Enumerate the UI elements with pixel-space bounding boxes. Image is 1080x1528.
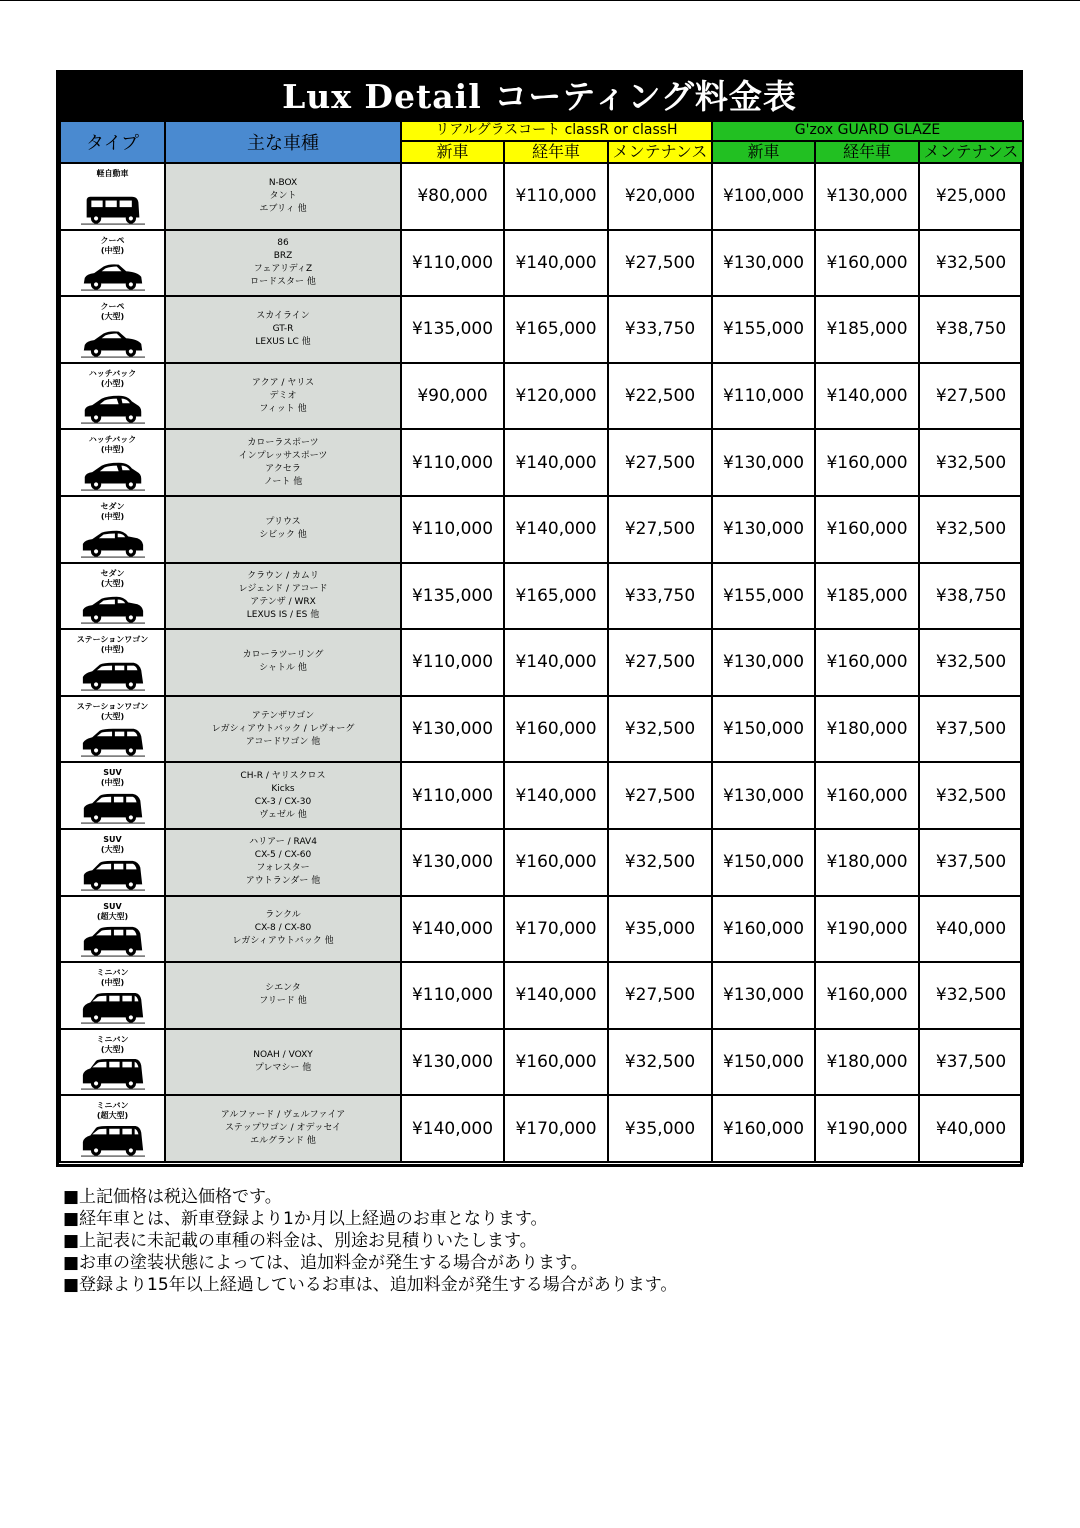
wagon-car-icon: [79, 659, 147, 691]
gzox-used-price: ¥180,000: [815, 1029, 919, 1096]
real-used-price: ¥140,000: [504, 230, 608, 297]
vehicle-type-cell: [60, 829, 165, 896]
model-name: NOAH / VOXY: [253, 1050, 313, 1061]
model-list-cell: [165, 163, 401, 230]
sedan-car-icon: [79, 526, 147, 558]
real-used-car-header: 経年車: [504, 141, 608, 163]
sedan-car-icon: [79, 592, 147, 624]
real-new-price: ¥140,000: [401, 896, 504, 963]
vehicle-type-line: ステーションワゴン: [76, 635, 149, 645]
gzox-maintenance-price: ¥32,500: [919, 962, 1023, 1029]
model-name: LEXUS LC 他: [255, 336, 311, 347]
gzox-new-price: ¥160,000: [712, 896, 815, 963]
gzox-new-price: ¥155,000: [712, 296, 815, 363]
note-line: ■上記表に未記載の車種の料金は、別途お見積りいたします。: [63, 1231, 537, 1251]
vehicle-type-cell: [60, 563, 165, 630]
model-name: フィット 他: [259, 403, 307, 414]
real-maintenance-price: ¥27,500: [608, 762, 712, 829]
gzox-new-price: ¥110,000: [712, 363, 815, 430]
gzox-maintenance-price: ¥38,750: [919, 296, 1023, 363]
price-sheet: [56, 70, 1023, 1167]
real-maintenance-price: ¥20,000: [608, 163, 712, 230]
model-list-cell: [165, 762, 401, 829]
real-new-price: ¥110,000: [401, 230, 504, 297]
real-used-price: ¥140,000: [504, 629, 608, 696]
real-used-price: ¥170,000: [504, 1095, 608, 1162]
model-name: スカイライン: [256, 310, 310, 321]
top-border-line: [0, 0, 1080, 1]
vehicle-type-cell: [60, 296, 165, 363]
vehicle-type-line: 軽自動車: [96, 169, 129, 178]
model-name: デミオ: [269, 390, 297, 401]
real-new-price: ¥110,000: [401, 762, 504, 829]
gzox-used-price: ¥160,000: [815, 962, 919, 1029]
real-new-price: ¥130,000: [401, 696, 504, 763]
suv-car-icon: [79, 859, 147, 891]
real-maintenance-price: ¥32,500: [608, 829, 712, 896]
model-list-cell: [165, 429, 401, 496]
table-row: [60, 163, 1023, 230]
real-used-price: ¥110,000: [504, 163, 608, 230]
gzox-used-price: ¥190,000: [815, 896, 919, 963]
real-new-price: ¥110,000: [401, 962, 504, 1029]
model-name: レガシィアウトバック 他: [232, 936, 334, 947]
real-maintenance-price: ¥33,750: [608, 296, 712, 363]
vehicle-type-label: [61, 369, 164, 389]
real-new-price: ¥135,000: [401, 563, 504, 630]
model-name: フェアリディZ: [253, 263, 313, 274]
gzox-used-price: ¥130,000: [815, 163, 919, 230]
model-list-cell: [165, 363, 401, 430]
gzox-used-price: ¥185,000: [815, 296, 919, 363]
gzox-used-price: ¥180,000: [815, 696, 919, 763]
gzox-maintenance-price: ¥32,500: [919, 230, 1023, 297]
real-maintenance-price: ¥27,500: [608, 230, 712, 297]
gzox-used-car-header: 経年車: [815, 141, 919, 163]
real-maintenance-price: ¥35,000: [608, 1095, 712, 1162]
note-line: ■経年車とは、新車登録より1か月以上経過のお車となります。: [63, 1209, 548, 1229]
real-used-price: ¥170,000: [504, 896, 608, 963]
table-row: [60, 696, 1023, 763]
rates-body: [60, 163, 1023, 1162]
vehicle-type-cell: [60, 163, 165, 230]
real-new-price: ¥140,000: [401, 1095, 504, 1162]
gzox-maintenance-price: ¥38,750: [919, 563, 1023, 630]
table-row: [60, 230, 1023, 297]
real-new-price: ¥90,000: [401, 363, 504, 430]
type-header: タイプ: [60, 121, 165, 163]
real-new-car-header: 新車: [401, 141, 504, 163]
wagon-car-icon: [79, 725, 147, 757]
vehicle-type-cell: [60, 429, 165, 496]
vehicle-type-cell: [60, 363, 165, 430]
gzox-new-price: ¥130,000: [712, 230, 815, 297]
model-name: 86: [277, 237, 289, 248]
model-list-cell: [165, 629, 401, 696]
vehicle-type-label: [61, 1035, 164, 1055]
model-name: アテンザワゴン: [251, 710, 315, 721]
gzox-new-price: ¥150,000: [712, 696, 815, 763]
vehicle-type-line: (大型): [100, 312, 125, 322]
vehicle-type-line: (大型): [100, 578, 125, 588]
model-list-cell: [165, 896, 401, 963]
vehicle-type-line: セダン: [100, 501, 125, 511]
model-list-cell: [165, 1095, 401, 1162]
rates-table: [59, 120, 1024, 1163]
real-new-price: ¥130,000: [401, 829, 504, 896]
model-name: フォレスター: [256, 863, 310, 874]
table-row: [60, 896, 1023, 963]
model-name: シエンタ: [265, 983, 301, 994]
real-maintenance-price: ¥27,500: [608, 629, 712, 696]
gzox-maintenance-price: ¥37,500: [919, 829, 1023, 896]
model-name: フリード 他: [259, 996, 307, 1007]
real-used-price: ¥165,000: [504, 296, 608, 363]
real-maintenance-price: ¥32,500: [608, 696, 712, 763]
note-line: ■登録より15年以上経過しているお車は、追加料金が発生する場合があります。: [63, 1275, 678, 1295]
gzox-used-price: ¥160,000: [815, 429, 919, 496]
model-name: ヴェゼル 他: [259, 809, 307, 820]
real-new-price: ¥80,000: [401, 163, 504, 230]
table-row: [60, 1095, 1023, 1162]
vehicle-type-line: ステーションワゴン: [76, 701, 149, 711]
real-new-price: ¥110,000: [401, 629, 504, 696]
table-row: [60, 962, 1023, 1029]
vehicle-type-label: [61, 635, 164, 655]
minivan-car-icon: [79, 992, 147, 1024]
model-list-cell: [165, 496, 401, 563]
model-name: エブリィ 他: [259, 203, 307, 214]
model-header: 主な車種: [165, 121, 401, 163]
suv-car-icon: [79, 792, 147, 824]
gzox-new-price: ¥155,000: [712, 563, 815, 630]
vehicle-type-line: SUV: [103, 901, 122, 911]
vehicle-type-line: ミニバン: [96, 1101, 129, 1111]
vehicle-type-label: [61, 768, 164, 788]
model-name: レジェンド / アコード: [238, 583, 328, 594]
real-used-price: ¥140,000: [504, 762, 608, 829]
note-line: ■お車の塗装状態によっては、追加料金が発生する場合があります。: [63, 1253, 588, 1273]
vehicle-type-cell: [60, 629, 165, 696]
gzox-maintenance-price: ¥40,000: [919, 896, 1023, 963]
table-row: [60, 829, 1023, 896]
model-name: インプレッサスポーツ: [238, 450, 328, 461]
gzox-used-price: ¥185,000: [815, 563, 919, 630]
model-list-cell: [165, 829, 401, 896]
gzox-maintenance-price: ¥40,000: [919, 1095, 1023, 1162]
vehicle-type-label: [61, 236, 164, 256]
gzox-used-price: ¥160,000: [815, 496, 919, 563]
hatchback-car-icon: [79, 392, 147, 424]
real-new-price: ¥130,000: [401, 1029, 504, 1096]
real-maintenance-price: ¥27,500: [608, 496, 712, 563]
model-name: ハリアー / RAV4: [249, 837, 317, 848]
model-list-cell: [165, 962, 401, 1029]
model-name: アテンザ / WRX: [250, 596, 316, 607]
gzox-new-price: ¥130,000: [712, 629, 815, 696]
vehicle-type-line: セダン: [100, 568, 125, 578]
gzox-new-price: ¥130,000: [712, 429, 815, 496]
gzox-maintenance-price: ¥32,500: [919, 429, 1023, 496]
gzox-maintenance-price: ¥37,500: [919, 1029, 1023, 1096]
gzox-new-car-header: 新車: [712, 141, 815, 163]
gzox-new-price: ¥130,000: [712, 496, 815, 563]
vehicle-type-label: [61, 902, 164, 922]
model-name: アクセラ: [265, 463, 301, 474]
gzox-used-price: ¥160,000: [815, 230, 919, 297]
model-list-cell: [165, 696, 401, 763]
table-row: [60, 496, 1023, 563]
sheet-title: Lux Detail コーティング料金表: [59, 73, 1020, 120]
real-used-price: ¥120,000: [504, 363, 608, 430]
model-name: CX-3 / CX-30: [254, 796, 312, 807]
gzox-new-price: ¥100,000: [712, 163, 815, 230]
real-used-price: ¥140,000: [504, 962, 608, 1029]
gzox-maintenance-header: メンテナンス: [919, 141, 1023, 163]
real-new-price: ¥110,000: [401, 429, 504, 496]
vehicle-type-cell: [60, 696, 165, 763]
model-name: アコードワゴン 他: [245, 736, 321, 747]
real-used-price: ¥160,000: [504, 1029, 608, 1096]
real-new-price: ¥135,000: [401, 296, 504, 363]
vehicle-type-line: クーペ: [100, 235, 125, 245]
note-line: ■上記価格は税込価格です。: [63, 1187, 282, 1207]
vehicle-type-line: (中型): [100, 511, 125, 521]
vehicle-type-line: ハッチバック: [88, 368, 137, 378]
gzox-used-price: ¥160,000: [815, 762, 919, 829]
model-list-cell: [165, 563, 401, 630]
coupe-car-icon: [79, 326, 147, 358]
vehicle-type-cell: [60, 762, 165, 829]
table-row: [60, 296, 1023, 363]
model-list-cell: [165, 230, 401, 297]
real-used-price: ¥160,000: [504, 829, 608, 896]
vehicle-type-line: (中型): [100, 778, 125, 788]
gzox-maintenance-price: ¥27,500: [919, 363, 1023, 430]
gzox-new-price: ¥150,000: [712, 829, 815, 896]
real-used-price: ¥160,000: [504, 696, 608, 763]
model-list-cell: [165, 1029, 401, 1096]
model-name: アクア / ヤリス: [251, 377, 315, 388]
vehicle-type-cell: [60, 896, 165, 963]
gzox-maintenance-price: ¥37,500: [919, 696, 1023, 763]
gzox-new-price: ¥150,000: [712, 1029, 815, 1096]
gzox-used-price: ¥180,000: [815, 829, 919, 896]
vehicle-type-label: [61, 1101, 164, 1121]
vehicle-type-line: ミニバン: [96, 968, 129, 978]
vehicle-type-label: [61, 169, 164, 179]
model-name: LEXUS IS / ES 他: [246, 609, 320, 620]
vehicle-type-line: ハッチバック: [88, 435, 137, 445]
table-row: [60, 762, 1023, 829]
vehicle-type-line: (大型): [100, 711, 125, 721]
model-list-cell: [165, 296, 401, 363]
minivan-car-icon: [79, 1125, 147, 1157]
model-name: CX-8 / CX-80: [254, 923, 312, 934]
vehicle-type-cell: [60, 1095, 165, 1162]
model-name: カローラスポーツ: [247, 437, 319, 448]
real-maintenance-price: ¥32,500: [608, 1029, 712, 1096]
gzox-guard-glaze-header: G'zox GUARD GLAZE: [712, 121, 1023, 141]
gzox-new-price: ¥130,000: [712, 962, 815, 1029]
vehicle-type-label: [61, 702, 164, 722]
vehicle-type-line: (小型): [100, 378, 125, 388]
model-name: CX-5 / CX-60: [254, 850, 312, 861]
table-row: [60, 1029, 1023, 1096]
suv-car-icon: [79, 925, 147, 957]
vehicle-type-cell: [60, 962, 165, 1029]
table-row: [60, 563, 1023, 630]
model-name: ノート 他: [263, 476, 303, 487]
vehicle-type-line: (大型): [100, 1044, 125, 1054]
vehicle-type-cell: [60, 1029, 165, 1096]
gzox-new-price: ¥130,000: [712, 762, 815, 829]
vehicle-type-line: クーペ: [100, 302, 125, 312]
coupe-car-icon: [79, 259, 147, 291]
vehicle-type-line: (中型): [100, 645, 125, 655]
real-maintenance-price: ¥27,500: [608, 962, 712, 1029]
real-used-price: ¥140,000: [504, 496, 608, 563]
vehicle-type-label: [61, 968, 164, 988]
model-name: BRZ: [273, 250, 293, 261]
real-used-price: ¥140,000: [504, 429, 608, 496]
gzox-new-price: ¥160,000: [712, 1095, 815, 1162]
model-name: タント: [269, 190, 297, 201]
model-name: プリウス: [265, 517, 301, 528]
vehicle-type-label: [61, 302, 164, 322]
vehicle-type-line: (超大型): [96, 911, 129, 921]
table-row: [60, 429, 1023, 496]
vehicle-type-line: (中型): [100, 245, 125, 255]
model-name: Kicks: [271, 783, 295, 794]
real-maintenance-price: ¥33,750: [608, 563, 712, 630]
model-name: N-BOX: [268, 177, 298, 188]
real-maintenance-header: メンテナンス: [608, 141, 712, 163]
vehicle-type-label: [61, 502, 164, 522]
vehicle-type-label: [61, 835, 164, 855]
gzox-maintenance-price: ¥32,500: [919, 496, 1023, 563]
vehicle-type-cell: [60, 230, 165, 297]
model-name: シビック 他: [259, 530, 307, 541]
real-new-price: ¥110,000: [401, 496, 504, 563]
gzox-used-price: ¥160,000: [815, 629, 919, 696]
vehicle-type-line: (中型): [100, 445, 125, 455]
vehicle-type-line: SUV: [103, 768, 122, 778]
vehicle-type-label: [61, 569, 164, 589]
model-name: クラウン / カムリ: [247, 570, 319, 581]
kei-car-icon: [79, 193, 147, 225]
gzox-used-price: ¥140,000: [815, 363, 919, 430]
model-name: CH-R / ヤリスクロス: [240, 770, 326, 781]
table-row: [60, 629, 1023, 696]
gzox-maintenance-price: ¥32,500: [919, 762, 1023, 829]
model-name: GT-R: [272, 323, 294, 334]
model-name: ステップワゴン / オデッセイ: [224, 1123, 342, 1134]
gzox-maintenance-price: ¥25,000: [919, 163, 1023, 230]
hatchback-car-icon: [79, 459, 147, 491]
gzox-used-price: ¥190,000: [815, 1095, 919, 1162]
vehicle-type-line: (大型): [100, 844, 125, 854]
vehicle-type-cell: [60, 496, 165, 563]
real-maintenance-price: ¥27,500: [608, 429, 712, 496]
notes-list: [63, 1186, 677, 1296]
vehicle-type-line: SUV: [103, 834, 122, 844]
model-name: プレマシー 他: [254, 1063, 312, 1074]
real-maintenance-price: ¥22,500: [608, 363, 712, 430]
model-name: カローラツーリング: [242, 650, 324, 661]
model-name: アウトランダー 他: [245, 876, 321, 887]
vehicle-type-line: (超大型): [96, 1111, 129, 1121]
vehicle-type-line: (中型): [100, 978, 125, 988]
real-used-price: ¥165,000: [504, 563, 608, 630]
real-maintenance-price: ¥35,000: [608, 896, 712, 963]
model-name: シャトル 他: [259, 663, 307, 674]
gzox-maintenance-price: ¥32,500: [919, 629, 1023, 696]
model-name: アルファード / ヴェルファイア: [220, 1110, 346, 1121]
table-row: [60, 363, 1023, 430]
vehicle-type-label: [61, 435, 164, 455]
model-name: エルグランド 他: [250, 1136, 316, 1147]
minivan-car-icon: [79, 1058, 147, 1090]
vehicle-type-line: ミニバン: [96, 1034, 129, 1044]
model-name: レガシィアウトバック / レヴォーグ: [211, 723, 355, 734]
real-glass-coat-header: リアルグラスコート classR or classH: [401, 121, 712, 141]
model-name: ロードスター 他: [250, 276, 316, 287]
model-name: ランクル: [265, 910, 301, 921]
